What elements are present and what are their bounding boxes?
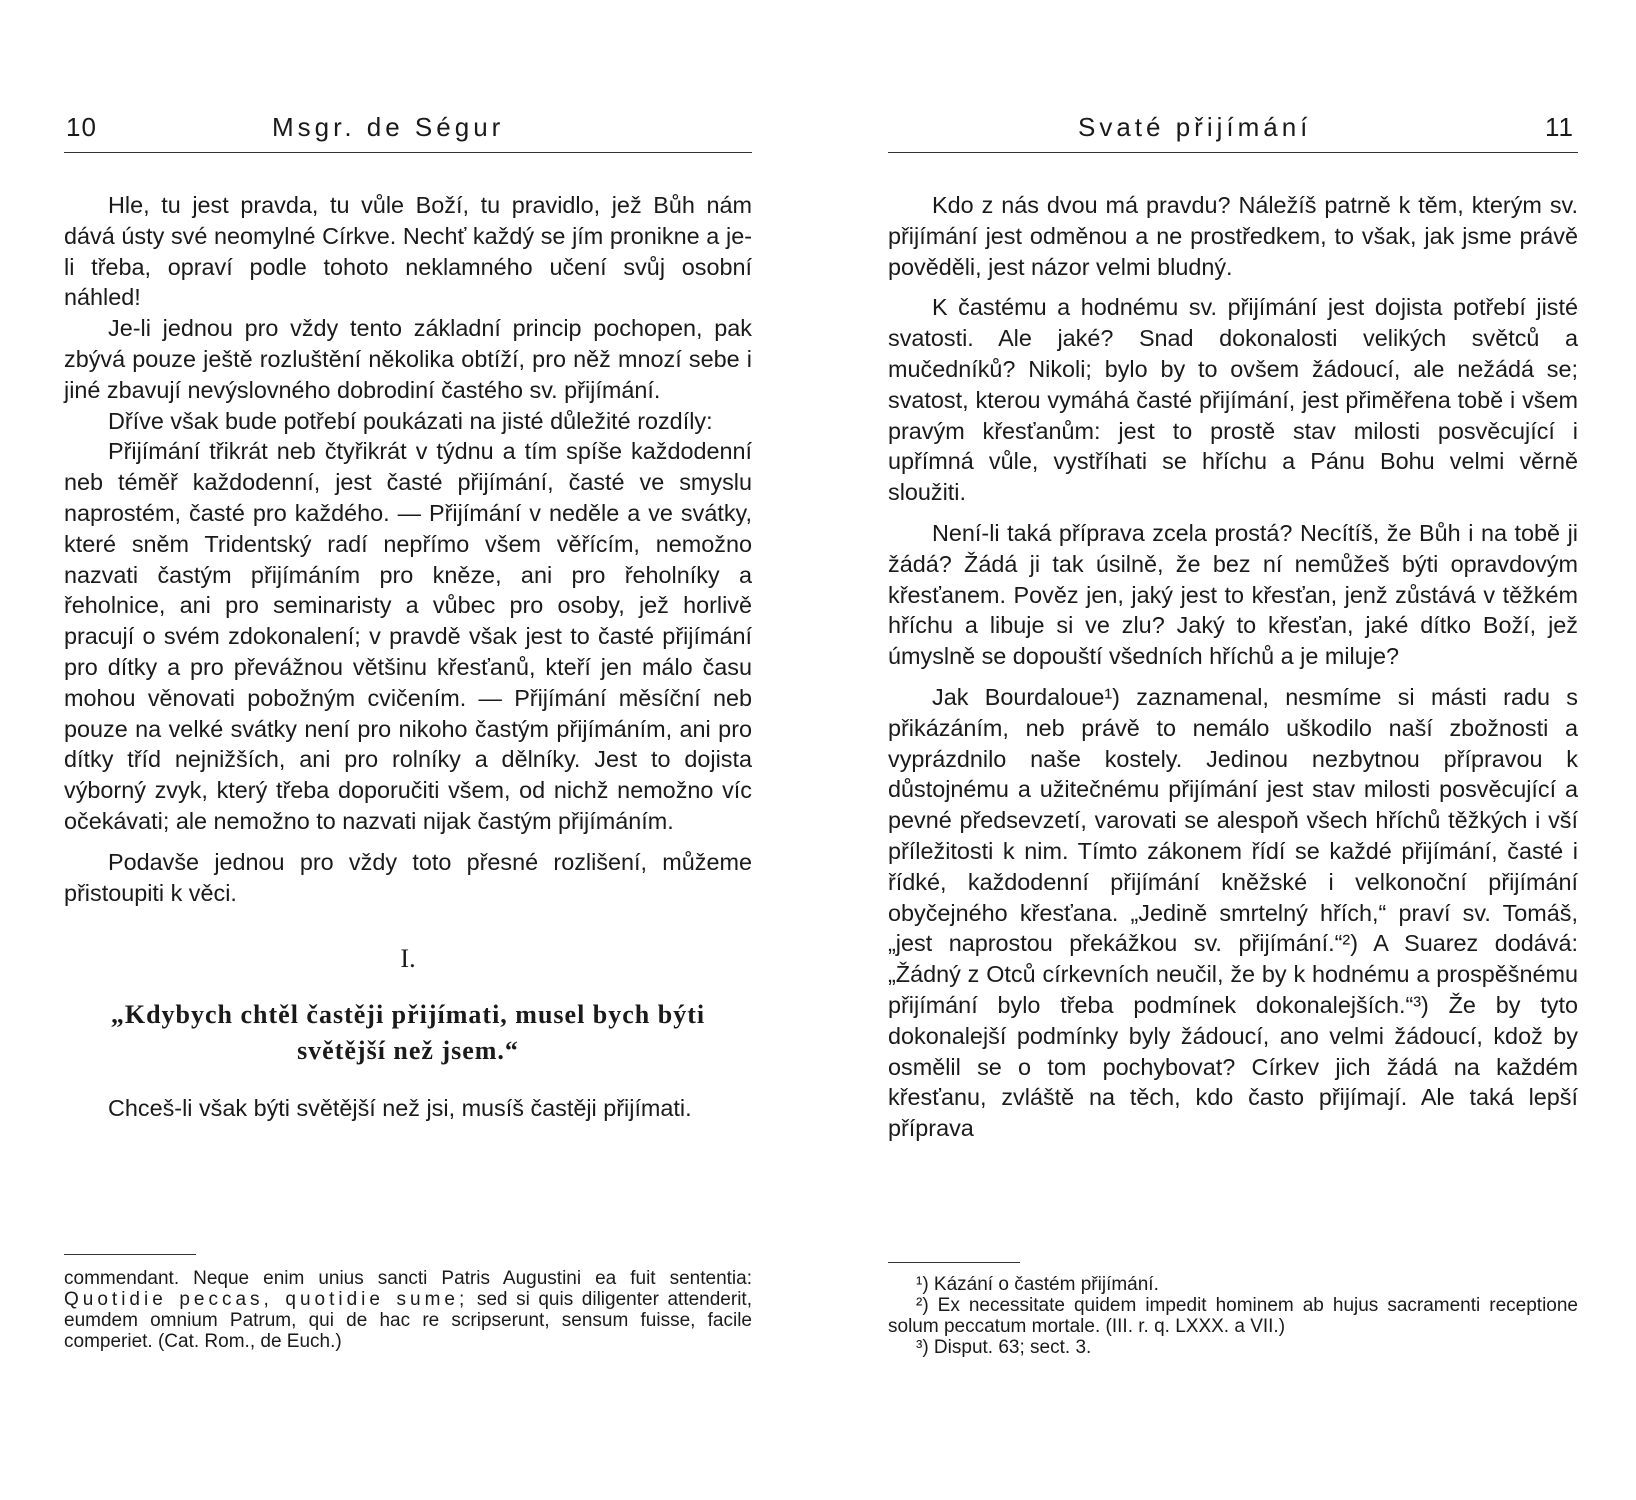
paragraph: Kdo z nás dvou má pravdu? Náležíš patrně k těm, kterým sv. přijímání jest odměnou a ne prostředkem, to však, jak jsme právě pověděli, jest názor velmi bludný. bbox=[888, 192, 1578, 280]
left-footnotes bbox=[64, 1268, 752, 1352]
page-number: 11 bbox=[1545, 112, 1574, 142]
paragraph: Je-li jednou pro vždy tento základní princip pochopen, pak zbývá pouze ještě rozluštění několika obtíží, pro něž mnozí sebe i jiné zbavují nevýslovného dobrodiní častého sv. přijímání. bbox=[64, 315, 752, 403]
paragraph: Chceš-li však býti světější než jsi, musíš častěji přijímati. bbox=[108, 1095, 692, 1122]
chapter-number: I. bbox=[400, 944, 416, 974]
right-body-text bbox=[888, 190, 1578, 1144]
footnote-rule bbox=[888, 1262, 1020, 1263]
paragraph: Přijímání třikrát neb čtyřikrát v týdnu a tím spíše každodenní neb téměř každodenní, jest časté přijímání, časté ve smyslu naprostém, časté pro každého. — Přijímání v neděle a ve svátky, které sněm Tridentský radí nepřímo všem věřícím, nemožno nazvati častým přijímáním pro kněze, ani pro řeholníky a řeholnice, ani pro seminaristy a vůbec pro osoby, jež horlivě pracují o svém zdokonalení; v pravdě však jest to časté přijímání pro dítky a pro převážnou většinu křesťanů, kteří jen málo času mohou věnovati pobožným cvičením. — Přijímání měsíční neb pouze na velké svátky není pro nikoho častým přijímáním, ani pro dítky tříd nejnižších, ani pro rolníky a dělníky. Jest to dojista výborný zvyk, který třeba doporučiti všem, od nichž nemožno víc očekávati; ale nemožno to nazvati nijak častým přijímáním. bbox=[64, 438, 752, 834]
running-title: Svaté přijímání bbox=[1078, 112, 1312, 142]
right-footnotes bbox=[888, 1274, 1578, 1358]
paragraph: Hle, tu jest pravda, tu vůle Boží, tu pravidlo, jež Bůh nám dává ústy své neomylné Církve. Nechť každý se jím pronikne a je-li třeba, opraví podle tohoto neklamného učení svůj osobní náhled! bbox=[64, 192, 752, 311]
left-body-text bbox=[64, 190, 752, 1124]
paragraph: Dříve však bude potřebí poukázati na jisté důležité rozdíly: bbox=[108, 407, 713, 434]
left-running-head bbox=[64, 112, 752, 146]
paragraph: Není-li taká příprava zcela prostá? Necítíš, že Bůh i na tobě ji žádá? Žádá ji tak úsilně, že bez ní nemůžeš býti opravdovým křesťanem. Pověz jen, jaký jest to křesťan, jenž zůstává v těžkém hříchu a libuje si ve zlu? Jaký to křesťan, jaké dítko Boží, jež úmyslně se dopouští všedních hříchů a je miluje? bbox=[888, 519, 1578, 670]
right-running-head bbox=[888, 112, 1578, 146]
footnote: ²) Ex necessitate quidem impedit hominem ab hujus sacramenti receptione solum peccatum mortale. (III. r. q. LXXX. a VII.) bbox=[888, 1295, 1578, 1337]
paragraph: Jak Bourdaloue¹) zaznamenal, nesmíme si másti radu s přikázáním, neb právě to nemálo uškodilo naší zbožnosti a vyprázdnilo naše kostely. Jedinou nezbytnou přípravou k důstojnému a užitečnému přijímání jest stav milosti posvěcující a pevné předsevzetí, varovati se alespoň všech hříchů těžkých i vší příležitosti k nim. Tímto zákonem řídí se každé přijímání, časté i řídké, každodenní přijímání kněžské i velkonoční přijímání obyčejného křesťana. „Jedině smrtelný hřích,“ praví sv. Tomáš, „jest naprostou překážkou sv. přijímání.“²) A Suarez dodává: „Žádný z Otců církevních neučil, že by k hodnému a prospěšnému přijímání bylo třeba podmínek dokonalejších.“³) Že by tyto dokonalejší podmínky byly žádoucí, ano velmi žádoucí, kdož by osmělil se o tom pochybovat? Církev jich žádá na každém křesťanu, zvláště na těch, kdo často přijímají. Ale taká lepší příprava bbox=[888, 683, 1578, 1142]
paragraph: K častému a hodnému sv. přijímání jest dojista potřebí jisté svatosti. Ale jaké? Snad dokonalosti velikých světců a mučedníků? Nikoli; bylo by to ovšem žádoucí, ale nežádá se; svatost, kterou vymáhá časté přijímání, jest přiměřena tobě i všem pravým křesťanům: jest to prostě stav milosti posvěcující i upřímná vůle, vystříhati se hříchu a Pánu Bohu velmi věrně sloužiti. bbox=[888, 294, 1578, 506]
footnote: commendant. Neque enim unius sancti Patris Augustini ea fuit sententia: Quotidie peccas, quotidie sume; sed si quis diligenter attenderit, eumdem omnium Patrum, qui de hac re scripserunt, sensum fuisse, facile comperiet. (Cat. Rom., de Euch.) bbox=[64, 1268, 752, 1352]
header-rule bbox=[64, 152, 752, 153]
chapter-title: „Kdybych chtěl častěji přijímati, musel bych býti světější než jsem.“ bbox=[110, 1000, 706, 1066]
footnote: ³) Disput. 63; sect. 3. bbox=[916, 1337, 1092, 1358]
running-title: Msgr. de Ségur bbox=[272, 112, 505, 142]
footnote-rule bbox=[64, 1254, 196, 1255]
footnote-emphasis: Quotidie peccas, quotidie sume; bbox=[64, 1289, 469, 1310]
header-rule bbox=[888, 152, 1578, 153]
page-number: 10 bbox=[66, 112, 97, 142]
paragraph: Podavše jednou pro vždy toto přesné rozlišení, můžeme přistoupiti k věci. bbox=[64, 848, 752, 906]
footnote: ¹) Kázání o častém přijímání. bbox=[916, 1274, 1159, 1295]
